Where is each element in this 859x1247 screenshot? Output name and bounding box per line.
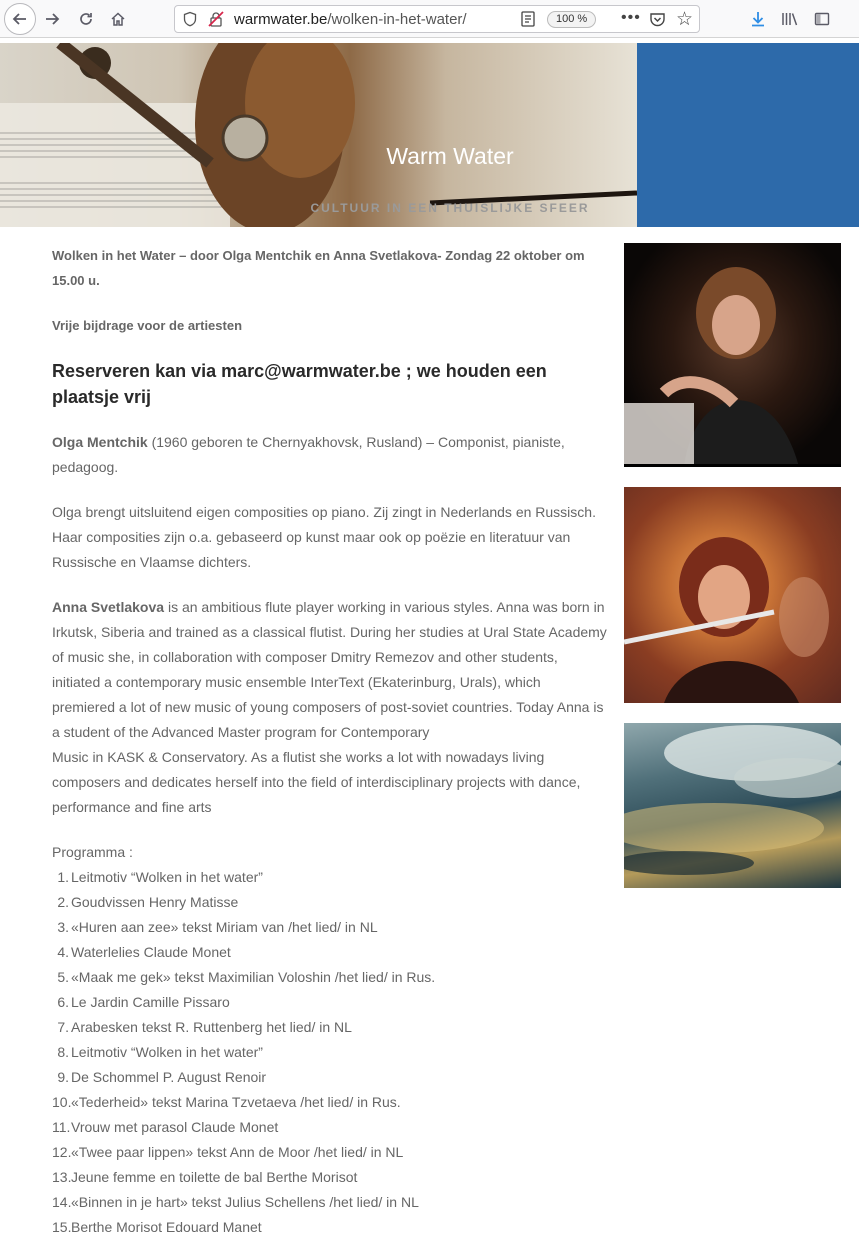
programme-list [52,865,607,1240]
list-item: 11. Vrouw met parasol Claude Monet [52,1119,279,1135]
arrow-left-icon [12,11,28,27]
home-button[interactable] [104,5,132,33]
olga-paragraph [52,430,607,480]
portrait-anna-image [624,487,841,703]
sidebar-button[interactable] [808,5,836,33]
anna-bio-continued: Music in KASK & Conservatory. As a flutist she works a lot with nowadays living composers and dedicates herself into the field of interdisciplinary projects with dance, performance and fine arts [52,749,581,815]
zoom-level[interactable]: 100 % [547,11,596,28]
arrow-right-icon [44,11,60,27]
downloads-button[interactable] [744,5,772,33]
programme-label: Programma : [52,844,133,860]
contribution-note: Vrije bijdrage voor de artiesten [52,318,243,333]
bookmark-star-icon[interactable]: ☆ [676,9,694,30]
library-icon [781,11,799,27]
list-item: 6. Le Jardin Camille Pissaro [57,994,230,1010]
list-item: 4. Waterlelies Claude Monet [57,944,231,960]
list-item: 1. Leitmotiv “Wolken in het water” [57,869,263,885]
olga-bio: (1960 geboren te Chernyakhovsk, Rusland) – Componist, pianiste, pedagoog. [52,434,565,475]
list-item: 7. Arabesken tekst R. Ruttenberg het lied/ in NL [57,1019,352,1035]
list-item: 8. Leitmotiv “Wolken in het water” [57,1044,263,1060]
reservation-heading: Reserveren kan via marc@warmwater.be ; we houden een plaatsje vrij [52,361,547,407]
list-item: 5. «Maak me gek» tekst Maximilian Voloshin /het lied/ in Rus. [57,969,436,985]
home-icon [110,11,126,27]
list-item: 13. Jeune femme en toilette de bal Berthe Morisot [52,1169,358,1185]
anna-bio: is an ambitious flute player working in various styles. Anna was born in Irkutsk, Siberia and trained as a classical flutist. During her studies at Ural State Academy of music she, in collaboration with composer Dmitry Remezov and other students, initiated a contemporary music ensemble InterText (Ekaterinburg, Urals), which premiered a lot of new music of young composers of post-soviet countries. Today Anna is a student of the Advanced Master program for Contemporary [52,599,607,740]
sidebar-icon [814,11,830,27]
download-icon [750,11,766,27]
insecure-lock-icon[interactable] [207,11,225,27]
flutist-portrait [624,487,841,703]
reader-view-icon[interactable] [521,11,535,27]
url-host: warmwater.be [234,11,328,28]
url-text[interactable] [234,11,467,28]
list-item: 9. De Schommel P. August Renoir [57,1069,267,1085]
list-item: 15. Berthe Morisot Edouard Manet [52,1219,262,1235]
pocket-icon[interactable] [649,11,666,28]
article-content [52,243,607,1240]
header-image [0,43,637,227]
anna-paragraph [52,595,607,820]
header-blue-panel [637,43,859,227]
event-intro: Wolken in het Water – door Olga Mentchik en Anna Svetlakova- Zondag 22 oktober om 15.00 u. [52,248,585,288]
address-bar[interactable] [174,5,700,33]
clouds-water-image [624,723,841,888]
reload-button[interactable] [72,5,100,33]
forward-button[interactable] [38,5,66,33]
cello-scroll-image [0,43,637,227]
reload-icon [78,11,94,27]
list-item: 2. Goudvissen Henry Matisse [57,894,239,910]
browser-toolbar [0,0,859,38]
list-item: 10. «Tederheid» tekst Marina Tzvetaeva /het lied/ in Rus. [52,1094,401,1110]
pianist-portrait [624,243,841,467]
list-item: 14. «Binnen in je hart» tekst Julius Schellens /het lied/ in NL [52,1194,419,1210]
portrait-olga-image [624,243,841,467]
list-item: 3. «Huren aan zee» tekst Miriam van /het lied/ in NL [57,919,378,935]
library-button[interactable] [776,5,804,33]
site-tagline: CULTUUR IN EEN THUISLIJKE SFEER [310,201,590,215]
site-title[interactable]: Warm Water [386,143,514,169]
olga-name: Olga Mentchik [52,434,148,450]
url-path: /wolken-in-het-water/ [327,11,467,28]
anna-name: Anna Svetlakova [52,599,165,615]
list-item: 12. «Twee paar lippen» tekst Ann de Moor /het lied/ in NL [52,1144,404,1160]
shield-icon[interactable] [182,11,198,27]
back-button[interactable] [4,3,36,35]
page-actions-icon[interactable]: ••• [621,9,641,26]
clouds-landscape [624,723,841,888]
olga-text: Olga brengt uitsluitend eigen composities op piano. Zij zingt in Nederlands en Russisch. Haar composities zijn o.a. gebaseerd op kunst maar ook op poëzie en literatuur van Russische en Vlaamse dichters. [52,504,596,570]
